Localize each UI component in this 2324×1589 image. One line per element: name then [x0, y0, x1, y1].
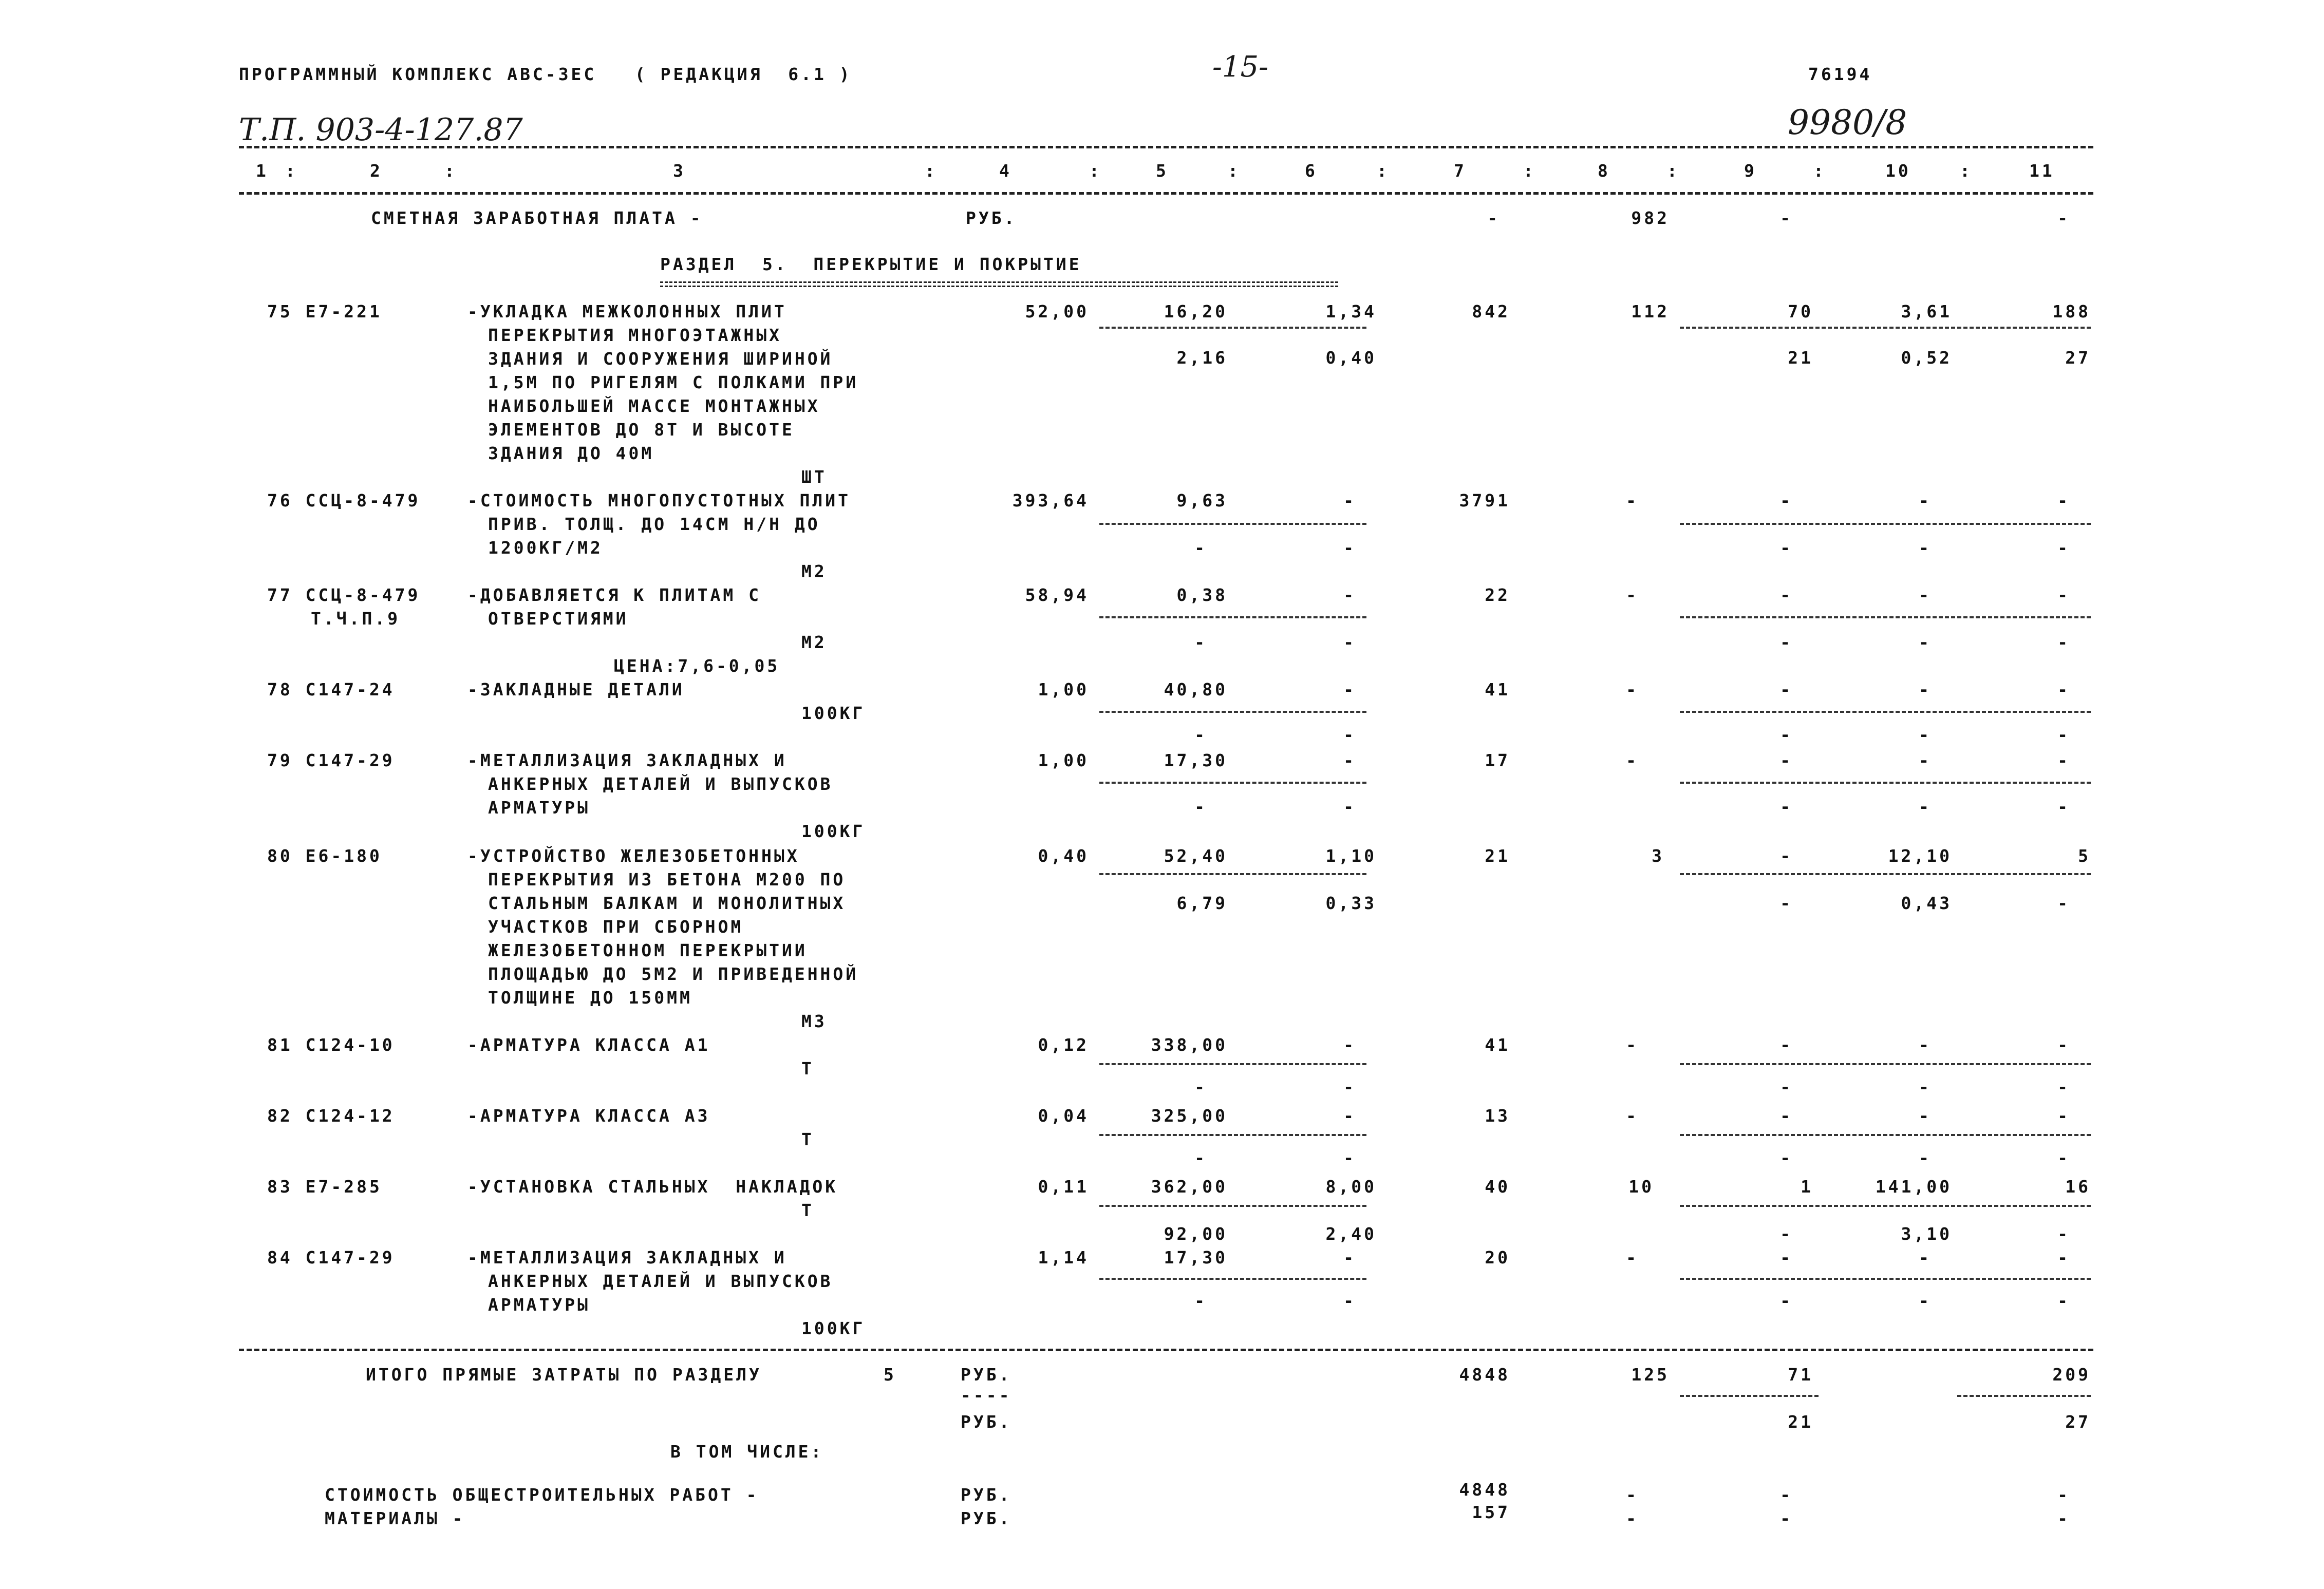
cell-c10b: - [1919, 725, 1932, 745]
row-unit: М3 [801, 1011, 827, 1031]
cell-c5b: - [1194, 797, 1207, 817]
cell-c10: 141,00 [1875, 1177, 1952, 1197]
row-desc-line: ЗДАНИЯ ДО 40М [488, 443, 654, 463]
general-works-c7: 4848 [1459, 1480, 1510, 1500]
cell-c9: 1 [1801, 1177, 1813, 1197]
col-5: 5 [1156, 161, 1169, 181]
row-unit: ШТ [801, 467, 827, 487]
cell-c11: - [2057, 490, 2070, 510]
cell-c11: 16 [2065, 1177, 2091, 1197]
row-desc-line: ТОЛЩИНЕ ДО 150ММ [488, 988, 692, 1008]
cell-c6b: - [1343, 1077, 1356, 1097]
row-desc-line: УЧАСТКОВ ПРИ СБОРНОМ [488, 917, 744, 937]
row-code: 82 С124-12 [267, 1106, 395, 1126]
cell-c5: 17,30 [1164, 750, 1228, 770]
row-desc-line: -ЗАКЛАДНЫЕ ДЕТАЛИ [467, 679, 685, 699]
cell-c10: - [1919, 1106, 1932, 1126]
cell-c10: - [1919, 1035, 1932, 1055]
cell-c10b: - [1919, 1148, 1932, 1168]
cell-c9b: - [1780, 797, 1793, 817]
cell-c9b: - [1780, 1148, 1793, 1168]
row-desc-line: ЖЕЛЕЗОБЕТОННОМ ПЕРЕКРЫТИИ [488, 940, 808, 960]
row-code: 77 ССЦ-8-479 [267, 585, 421, 605]
row-unit: Т [801, 1200, 814, 1220]
section-title-underline [660, 281, 1338, 283]
cell-c11b: - [2057, 1291, 2070, 1311]
cell-c11: - [2057, 585, 2070, 605]
row-code: 83 Е7-285 [267, 1177, 382, 1197]
cell-c6b: - [1343, 1291, 1356, 1311]
cell-divider [1680, 1395, 1819, 1397]
cell-c8: - [1626, 585, 1639, 605]
materials-c8: - [1626, 1508, 1639, 1528]
cell-c5: 52,40 [1164, 846, 1228, 866]
cell-divider [1099, 873, 1366, 875]
row-desc-line: НАИБОЛЬШЕЙ МАССЕ МОНТАЖНЫХ [488, 396, 820, 416]
row-desc-line: 1200КГ/М2 [488, 538, 603, 558]
row-desc-line: -МЕТАЛЛИЗАЦИЯ ЗАКЛАДНЫХ И [467, 1247, 787, 1268]
col-2: 2 [370, 161, 383, 181]
cell-c11b: - [2057, 538, 2070, 558]
cell-c9: 70 [1788, 301, 1813, 321]
cell-c5: 9,63 [1176, 490, 1228, 510]
section-title-underline-2 [660, 286, 1338, 287]
cell-c11: - [2057, 1035, 2070, 1055]
cell-c5b: 2,16 [1176, 348, 1228, 368]
cell-c8: 3 [1652, 846, 1664, 866]
cell-c6: 1,34 [1325, 301, 1377, 321]
including-label: В ТОМ ЧИСЛЕ: [670, 1442, 824, 1462]
section-title: РАЗДЕЛ 5. ПЕРЕКРЫТИЕ И ПОКРЫТИЕ [660, 254, 1082, 274]
cell-c11b: - [2057, 1077, 2070, 1097]
cell-c11: - [2057, 679, 2070, 699]
cell-c8: - [1626, 490, 1639, 510]
wage-c11: - [2057, 208, 2070, 228]
cell-divider [1099, 1205, 1366, 1207]
cell-c7: 3791 [1459, 490, 1510, 510]
row-desc-line: ПЕРЕКРЫТИЯ МНОГОЭТАЖНЫХ [488, 325, 782, 345]
cell-c9: - [1780, 1106, 1793, 1126]
col-sep: : [444, 161, 457, 181]
general-works-c9: - [1780, 1485, 1793, 1505]
cell-c6: - [1343, 1247, 1356, 1268]
cell-c5: 338,00 [1151, 1035, 1228, 1055]
cell-c7: 842 [1472, 301, 1510, 321]
general-works-c8: - [1626, 1485, 1639, 1505]
cell-c10b: - [1919, 1077, 1932, 1097]
row-desc-line: СТАЛЬНЫМ БАЛКАМ И МОНОЛИТНЫХ [488, 893, 846, 913]
cell-divider [1099, 616, 1366, 618]
cell-c9b: - [1780, 725, 1793, 745]
row-desc-line: ПРИВ. ТОЛЩ. ДО 14СМ Н/Н ДО [488, 514, 820, 534]
row-desc-line: 1,5М ПО РИГЕЛЯМ С ПОЛКАМИ ПРИ [488, 372, 859, 392]
row-unit: Т [801, 1129, 814, 1149]
totals-unit-2: РУБ. [961, 1412, 1012, 1432]
totals-c9b: 21 [1788, 1412, 1813, 1432]
row-desc-line: -УСТРОЙСТВО ЖЕЛЕЗОБЕТОННЫХ [467, 846, 800, 866]
cell-c5b: - [1194, 1077, 1207, 1097]
col-sep: : [1377, 161, 1390, 181]
row-desc-line: ПЕРЕКРЫТИЯ ИЗ БЕТОНА М200 ПО [488, 869, 846, 890]
materials-c11: - [2057, 1508, 2070, 1528]
row-code-sub: Т.Ч.П.9 [311, 609, 401, 629]
row-code: 78 С147-24 [267, 679, 395, 699]
cell-divider [1680, 711, 2091, 713]
materials-unit: РУБ. [961, 1508, 1012, 1528]
row-code: 75 Е7-221 [267, 301, 382, 321]
sheet-number: 9980/8 [1788, 103, 1907, 142]
cell-c9: - [1780, 846, 1793, 866]
row-desc-line: -МЕТАЛЛИЗАЦИЯ ЗАКЛАДНЫХ И [467, 750, 787, 770]
cell-c11b: - [2057, 632, 2070, 652]
cell-c10b: - [1919, 797, 1932, 817]
cell-c4: 1,00 [1038, 679, 1089, 699]
page-number: -15- [1212, 50, 1269, 84]
cell-c8: 112 [1631, 301, 1670, 321]
materials-label: МАТЕРИАЛЫ - [325, 1508, 465, 1528]
row-code: 81 С124-10 [267, 1035, 395, 1055]
col-sep: : [1667, 161, 1680, 181]
cell-c10b: - [1919, 538, 1932, 558]
row-unit: Т [801, 1058, 814, 1079]
cell-c9b: - [1780, 1077, 1793, 1097]
cell-c4: 393,64 [1012, 490, 1089, 510]
cell-divider [1099, 1134, 1366, 1136]
totals-c9: 71 [1788, 1365, 1813, 1385]
col-3: 3 [673, 161, 686, 181]
cell-c6b: - [1343, 632, 1356, 652]
row-unit: 100КГ [801, 821, 866, 841]
col-sep: : [1813, 161, 1826, 181]
cell-divider [1680, 1134, 2091, 1136]
cell-c9b: - [1780, 1224, 1793, 1244]
cell-c6: - [1343, 585, 1356, 605]
cell-c11: - [2057, 750, 2070, 770]
cell-c5b: - [1194, 538, 1207, 558]
col-1: 1 [256, 161, 269, 181]
cell-divider [1957, 1395, 2091, 1397]
cell-c10b: 0,43 [1901, 893, 1952, 913]
cell-divider [1680, 782, 2091, 784]
cell-c6: 1,10 [1325, 846, 1377, 866]
cell-c5b: - [1194, 632, 1207, 652]
totals-c11: 209 [2052, 1365, 2091, 1385]
cell-c5b: 6,79 [1176, 893, 1228, 913]
row-code: 80 Е6-180 [267, 846, 382, 866]
wage-c8: 982 [1631, 208, 1670, 228]
wage-unit: РУБ. [966, 208, 1017, 228]
col-sep: : [1523, 161, 1536, 181]
cell-c7: 13 [1485, 1106, 1510, 1126]
cell-c5b: - [1194, 725, 1207, 745]
cell-c7: 20 [1485, 1247, 1510, 1268]
cell-c6b: 0,40 [1325, 348, 1377, 368]
row-unit: М2 [801, 632, 827, 652]
totals-rule [239, 1349, 2093, 1351]
cell-c7: 17 [1485, 750, 1510, 770]
cell-c5: 40,80 [1164, 679, 1228, 699]
cell-c9: - [1780, 1035, 1793, 1055]
row-desc-line: -ДОБАВЛЯЕТСЯ К ПЛИТАМ С [467, 585, 761, 605]
row-unit: 100КГ [801, 1318, 866, 1338]
row-code: 76 ССЦ-8-479 [267, 490, 421, 510]
cell-c7: 21 [1485, 846, 1510, 866]
cell-divider [1680, 1205, 2091, 1207]
row-desc-line: АРМАТУРЫ [488, 798, 590, 818]
cell-c9b: - [1780, 893, 1793, 913]
cell-c8: 10 [1628, 1177, 1654, 1197]
cell-c5b: - [1194, 1148, 1207, 1168]
cell-c6: - [1343, 1035, 1356, 1055]
cell-c11: 5 [2078, 846, 2091, 866]
row-desc-line: АНКЕРНЫХ ДЕТАЛЕЙ И ВЫПУСКОВ [488, 774, 833, 794]
col-sep: : [1960, 161, 1973, 181]
col-8: 8 [1598, 161, 1610, 181]
cell-c4: 1,00 [1038, 750, 1089, 770]
totals-c7: 4848 [1459, 1365, 1510, 1385]
row-price: ЦЕНА:7,6-0,05 [614, 656, 780, 676]
cell-c6: 8,00 [1325, 1177, 1377, 1197]
cell-c6: - [1343, 1106, 1356, 1126]
cell-c9: - [1780, 490, 1793, 510]
cell-c5: 17,30 [1164, 1247, 1228, 1268]
cell-divider [1099, 1278, 1366, 1280]
cell-c6b: - [1343, 1148, 1356, 1168]
cell-divider [1680, 1278, 2091, 1280]
general-works-unit: РУБ. [961, 1485, 1012, 1505]
cell-c5: 362,00 [1151, 1177, 1228, 1197]
cell-c6: - [1343, 490, 1356, 510]
cell-divider [1680, 1063, 2091, 1065]
general-works-label: СТОИМОСТЬ ОБЩЕСТРОИТЕЛЬНЫХ РАБОТ - [325, 1485, 759, 1505]
row-code: 84 С147-29 [267, 1247, 395, 1268]
wage-label: СМЕТНАЯ ЗАРАБОТНАЯ ПЛАТА - [371, 208, 703, 228]
cell-c9: - [1780, 750, 1793, 770]
cell-c6: - [1343, 679, 1356, 699]
cell-c11: - [2057, 1106, 2070, 1126]
materials-c9: - [1780, 1508, 1793, 1528]
cell-divider [1680, 873, 2091, 875]
cell-c10: 12,10 [1888, 846, 1952, 866]
row-desc-line: -УКЛАДКА МЕЖКОЛОННЫХ ПЛИТ [467, 301, 787, 321]
cell-c9: - [1780, 1247, 1793, 1268]
cell-c6: - [1343, 750, 1356, 770]
cell-c7: 22 [1485, 585, 1510, 605]
materials-c7: 157 [1472, 1502, 1510, 1522]
cell-c9b: - [1780, 538, 1793, 558]
col-sep: : [1089, 161, 1102, 181]
cell-c4: 0,11 [1038, 1177, 1089, 1197]
cell-c4: 58,94 [1025, 585, 1089, 605]
totals-section: 5 [884, 1365, 896, 1385]
cell-c10: - [1919, 750, 1932, 770]
cell-c5: 16,20 [1164, 301, 1228, 321]
totals-label: ИТОГО ПРЯМЫЕ ЗАТРАТЫ ПО РАЗДЕЛУ [366, 1365, 762, 1385]
cell-c11b: - [2057, 725, 2070, 745]
col-4: 4 [999, 161, 1012, 181]
cell-c7: 41 [1485, 1035, 1510, 1055]
row-desc-line: ЭЛЕМЕНТОВ ДО 8Т И ВЫСОТЕ [488, 420, 795, 440]
cell-c7: 41 [1485, 679, 1510, 699]
totals-c11b: 27 [2065, 1412, 2091, 1432]
cell-c9b: - [1780, 632, 1793, 652]
row-desc-line: -АРМАТУРА КЛАССА А1 [467, 1035, 710, 1055]
wage-c7: - [1487, 208, 1500, 228]
totals-unit: РУБ. [961, 1365, 1012, 1385]
row-desc-line: -АРМАТУРА КЛАССА А3 [467, 1106, 710, 1126]
cell-c5b: 92,00 [1164, 1224, 1228, 1244]
cell-c5b: - [1194, 1291, 1207, 1311]
cell-c11b: - [2057, 1148, 2070, 1168]
cell-c9b: - [1780, 1291, 1793, 1311]
general-works-c11: - [2057, 1485, 2070, 1505]
cell-c6b: 2,40 [1325, 1224, 1377, 1244]
cell-c8: - [1626, 1247, 1639, 1268]
cell-c11b: - [2057, 893, 2070, 913]
cell-c11: 188 [2052, 301, 2091, 321]
cell-divider [1680, 327, 2091, 329]
col-10: 10 [1885, 161, 1911, 181]
totals-unit-dash: ---- [961, 1385, 1012, 1405]
cell-c10b: - [1919, 1291, 1932, 1311]
col-sep: : [285, 161, 298, 181]
cell-c6b: 0,33 [1325, 893, 1377, 913]
cell-c10b: - [1919, 632, 1932, 652]
cell-c4: 0,04 [1038, 1106, 1089, 1126]
cell-divider [1680, 523, 2091, 525]
totals-c8: 125 [1631, 1365, 1670, 1385]
cell-c11b: - [2057, 797, 2070, 817]
row-code: 79 С147-29 [267, 750, 395, 770]
project-number: Т.П. 903-4-127.87 [239, 112, 523, 148]
row-desc-line: -СТОИМОСТЬ МНОГОПУСТОТНЫХ ПЛИТ [467, 490, 851, 510]
col-sep: : [1228, 161, 1241, 181]
cell-divider [1099, 782, 1366, 784]
cell-c10: - [1919, 585, 1932, 605]
header-rule-top [239, 146, 2093, 148]
cell-c10b: 3,10 [1901, 1224, 1952, 1244]
wage-c9: - [1780, 208, 1793, 228]
cell-c11b: - [2057, 1224, 2070, 1244]
row-desc-line: АРМАТУРЫ [488, 1295, 590, 1315]
cell-c6b: - [1343, 538, 1356, 558]
cell-divider [1099, 1063, 1366, 1065]
document-code: 76194 [1808, 64, 1872, 84]
cell-c4: 0,12 [1038, 1035, 1089, 1055]
cell-divider [1680, 616, 2091, 618]
cell-divider [1099, 711, 1366, 713]
row-desc-line: ПЛОЩАДЬЮ ДО 5М2 И ПРИВЕДЕННОЙ [488, 964, 859, 984]
cell-c6b: - [1343, 725, 1356, 745]
cell-c8: - [1626, 1035, 1639, 1055]
cell-c4: 1,14 [1038, 1247, 1089, 1268]
header-rule-bottom [239, 192, 2093, 195]
row-desc-line: АНКЕРНЫХ ДЕТАЛЕЙ И ВЫПУСКОВ [488, 1271, 833, 1291]
cell-c8: - [1626, 750, 1639, 770]
cell-c9b: 21 [1788, 348, 1813, 368]
cell-divider [1099, 523, 1366, 525]
cell-c10: 3,61 [1901, 301, 1952, 321]
cell-c9: - [1780, 585, 1793, 605]
cell-c11: - [2057, 1247, 2070, 1268]
row-desc-line: ОТВЕРСТИЯМИ [488, 609, 629, 629]
cell-c11b: 27 [2065, 348, 2091, 368]
row-unit: 100КГ [801, 703, 866, 723]
col-6: 6 [1305, 161, 1318, 181]
col-7: 7 [1454, 161, 1467, 181]
cell-c10: - [1919, 679, 1932, 699]
cell-c8: - [1626, 1106, 1639, 1126]
row-desc-line: ЗДАНИЯ И СООРУЖЕНИЯ ШИРИНОЙ [488, 349, 833, 369]
cell-c4: 52,00 [1025, 301, 1089, 321]
cell-c8: - [1626, 679, 1639, 699]
cell-c7: 40 [1485, 1177, 1510, 1197]
cell-c5: 0,38 [1176, 585, 1228, 605]
row-desc-line: -УСТАНОВКА СТАЛЬНЫХ НАКЛАДОК [467, 1177, 838, 1197]
cell-c10: - [1919, 1247, 1932, 1268]
cell-c6b: - [1343, 797, 1356, 817]
row-unit: М2 [801, 561, 827, 581]
cell-c10b: 0,52 [1901, 348, 1952, 368]
col-sep: : [925, 161, 938, 181]
cell-divider [1099, 327, 1366, 329]
cell-c10: - [1919, 490, 1932, 510]
cell-c9: - [1780, 679, 1793, 699]
col-11: 11 [2029, 161, 2055, 181]
cell-c4: 0,40 [1038, 846, 1089, 866]
program-name: ПРОГРАММНЫЙ КОМПЛЕКС АВС-3ЕС ( РЕДАКЦИЯ 6.1 ) [239, 64, 852, 84]
cell-c5: 325,00 [1151, 1106, 1228, 1126]
col-9: 9 [1744, 161, 1757, 181]
